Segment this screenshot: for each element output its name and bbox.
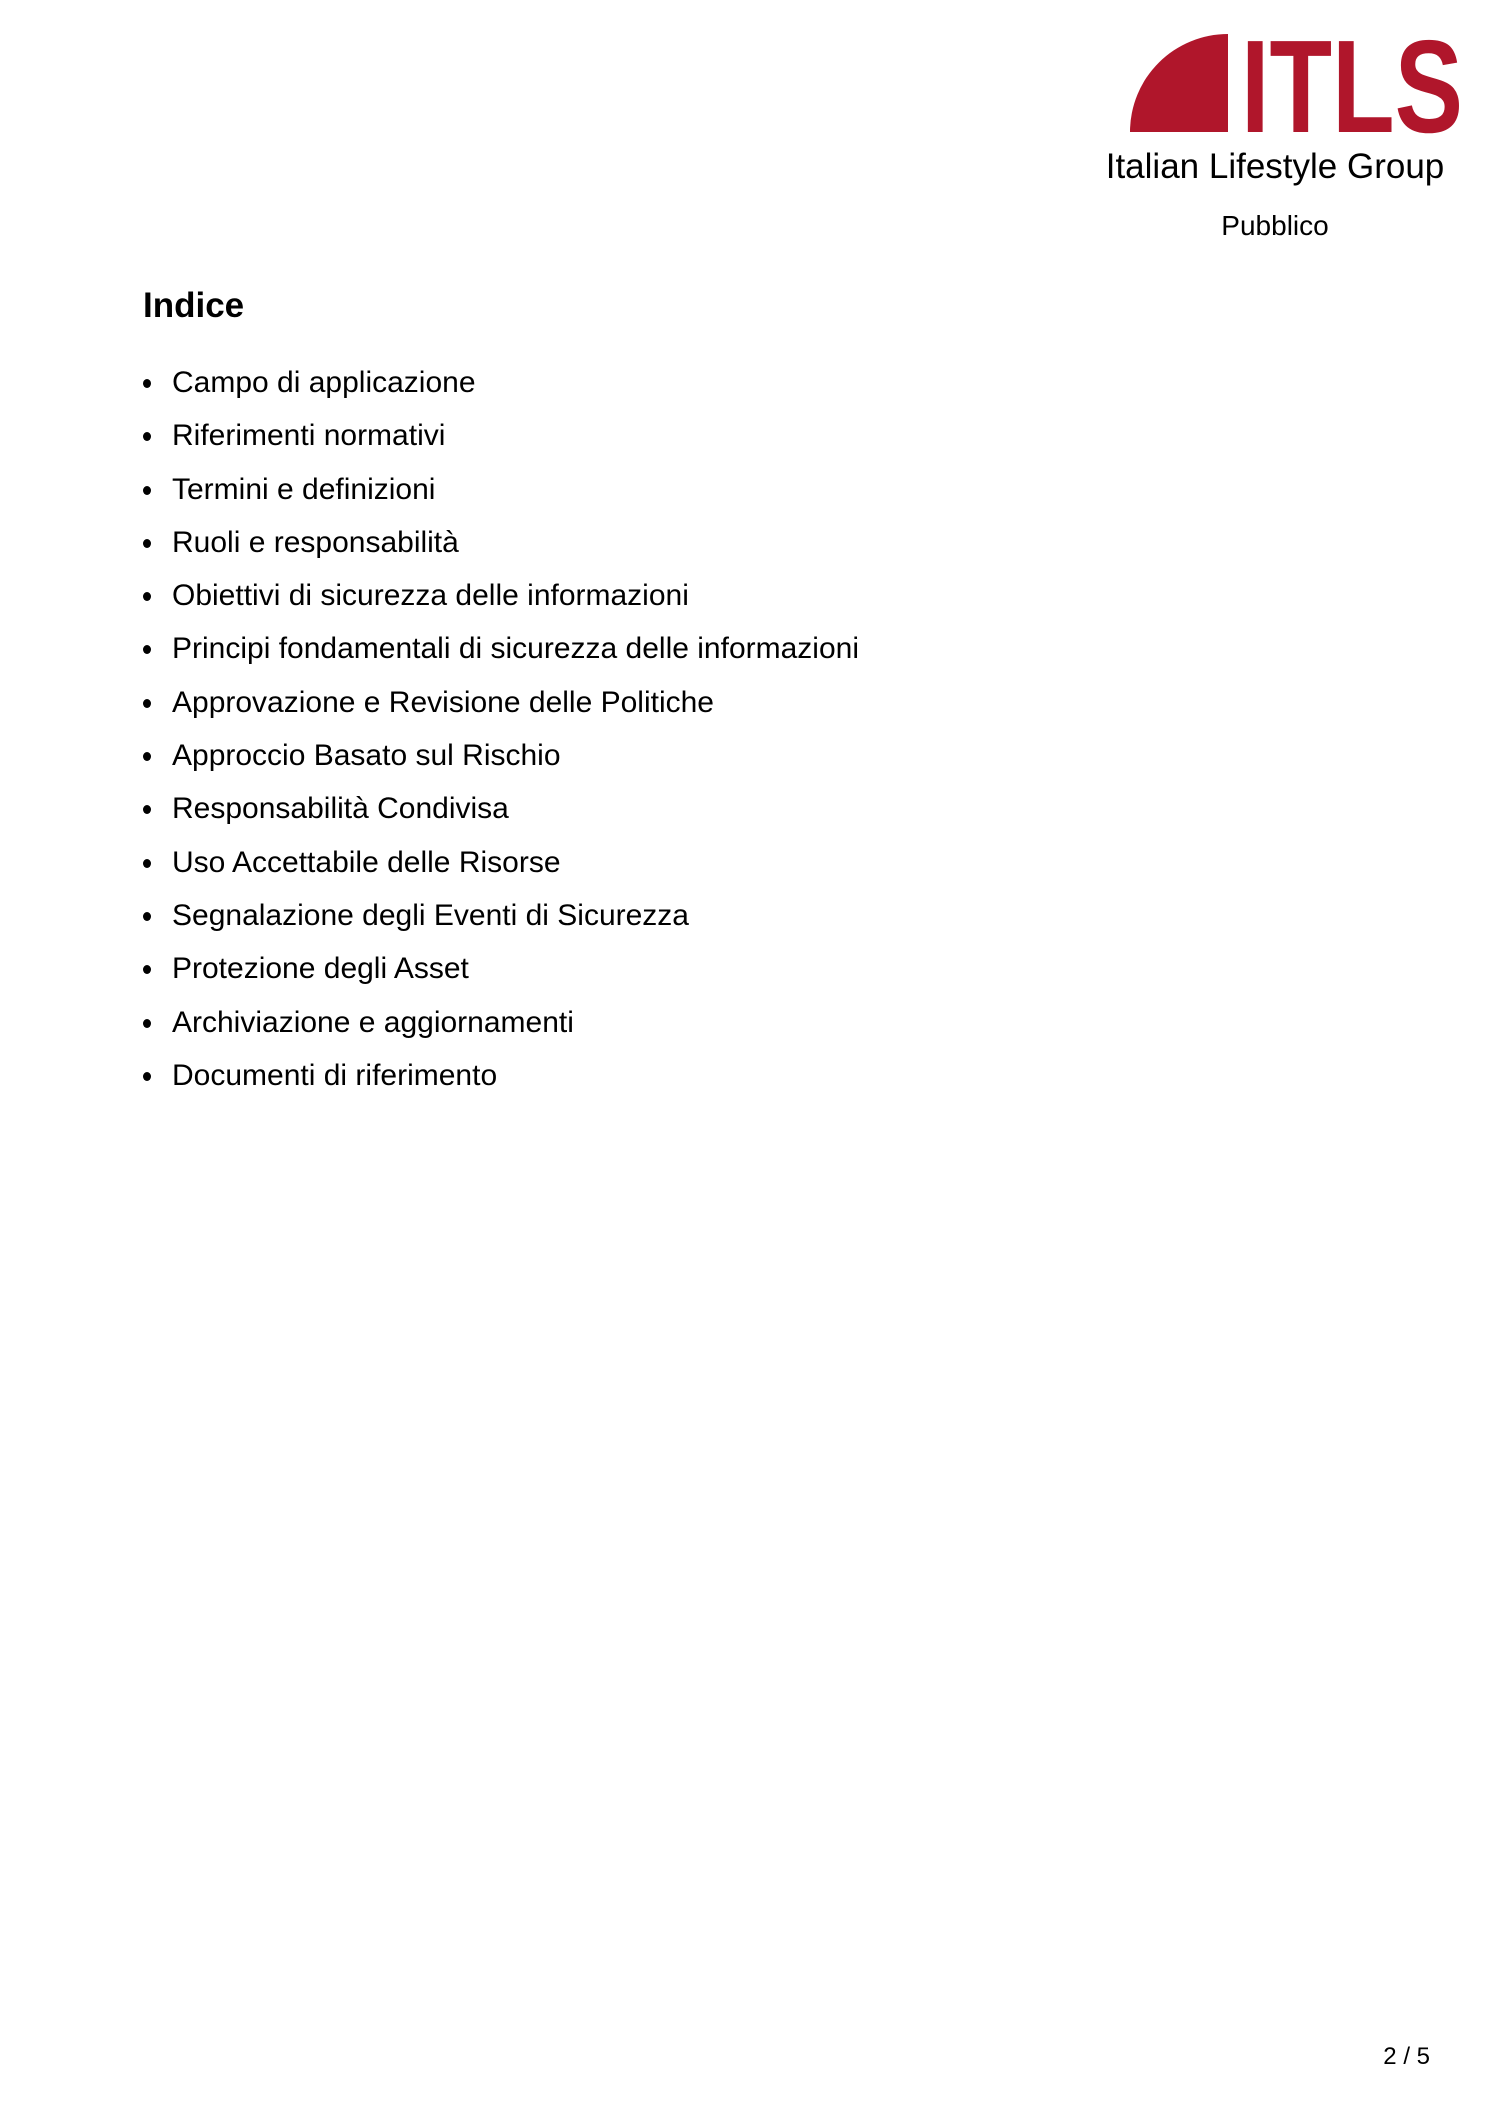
logo-wordmark: ITLS bbox=[1241, 13, 1463, 160]
toc-item bbox=[143, 463, 1243, 516]
classification-label: Pubblico bbox=[1221, 210, 1329, 241]
toc-item-label: Riferimenti normativi bbox=[172, 419, 446, 453]
toc-item bbox=[143, 889, 1243, 942]
document-header bbox=[1050, 13, 1500, 264]
toc-title: Indice bbox=[143, 286, 245, 325]
organization-name: Italian Lifestyle Group bbox=[1105, 147, 1445, 186]
toc-item-label: Segnalazione degli Eventi di Sicurezza bbox=[172, 898, 689, 932]
toc-item bbox=[143, 622, 1243, 675]
toc-item-label: Approvazione e Revisione delle Politiche bbox=[172, 685, 714, 719]
page-counter: 2 / 5 bbox=[1383, 2043, 1430, 2070]
bullet-icon bbox=[143, 592, 151, 601]
bullet-icon bbox=[143, 645, 151, 654]
toc-item-label: Documenti di riferimento bbox=[172, 1058, 498, 1092]
itls-logo bbox=[1130, 13, 1466, 160]
toc-item-label: Principi fondamentali di sicurezza delle informazioni bbox=[172, 632, 859, 666]
bullet-icon bbox=[143, 1072, 151, 1081]
toc-item bbox=[143, 836, 1243, 889]
bullet-icon bbox=[143, 432, 151, 441]
bullet-icon bbox=[143, 539, 151, 548]
bullet-icon bbox=[143, 805, 151, 814]
bullet-icon bbox=[143, 379, 151, 388]
toc-item-label: Ruoli e responsabilità bbox=[172, 525, 459, 559]
toc-item bbox=[143, 409, 1243, 462]
toc-item bbox=[143, 1049, 1243, 1102]
table-of-contents bbox=[143, 282, 1243, 1102]
toc-item bbox=[143, 782, 1243, 835]
toc-item-label: Responsabilità Condivisa bbox=[172, 792, 509, 826]
bullet-icon bbox=[143, 912, 151, 921]
toc-item bbox=[143, 676, 1243, 729]
toc-item bbox=[143, 516, 1243, 569]
toc-item-label: Approccio Basato sul Rischio bbox=[172, 739, 561, 773]
toc-item bbox=[143, 569, 1243, 622]
toc-item-label: Uso Accettabile delle Risorse bbox=[172, 845, 561, 879]
toc-item-label: Protezione degli Asset bbox=[172, 952, 469, 986]
bullet-icon bbox=[143, 486, 151, 495]
toc-item-label: Termini e definizioni bbox=[172, 472, 436, 506]
toc-item bbox=[143, 729, 1243, 782]
bullet-icon bbox=[143, 1019, 151, 1028]
bullet-icon bbox=[143, 752, 151, 761]
bullet-icon bbox=[143, 965, 151, 974]
toc-item-label: Obiettivi di sicurezza delle informazioni bbox=[172, 579, 689, 613]
toc-list bbox=[143, 356, 1243, 1102]
toc-item-label: Archiviazione e aggiornamenti bbox=[172, 1005, 574, 1039]
bullet-icon bbox=[143, 699, 151, 708]
toc-item bbox=[143, 996, 1243, 1049]
bullet-icon bbox=[143, 859, 151, 868]
logo-half-circle bbox=[1130, 34, 1228, 132]
toc-item-label: Campo di applicazione bbox=[172, 366, 476, 399]
toc-item bbox=[143, 356, 1243, 409]
toc-item bbox=[143, 942, 1243, 995]
